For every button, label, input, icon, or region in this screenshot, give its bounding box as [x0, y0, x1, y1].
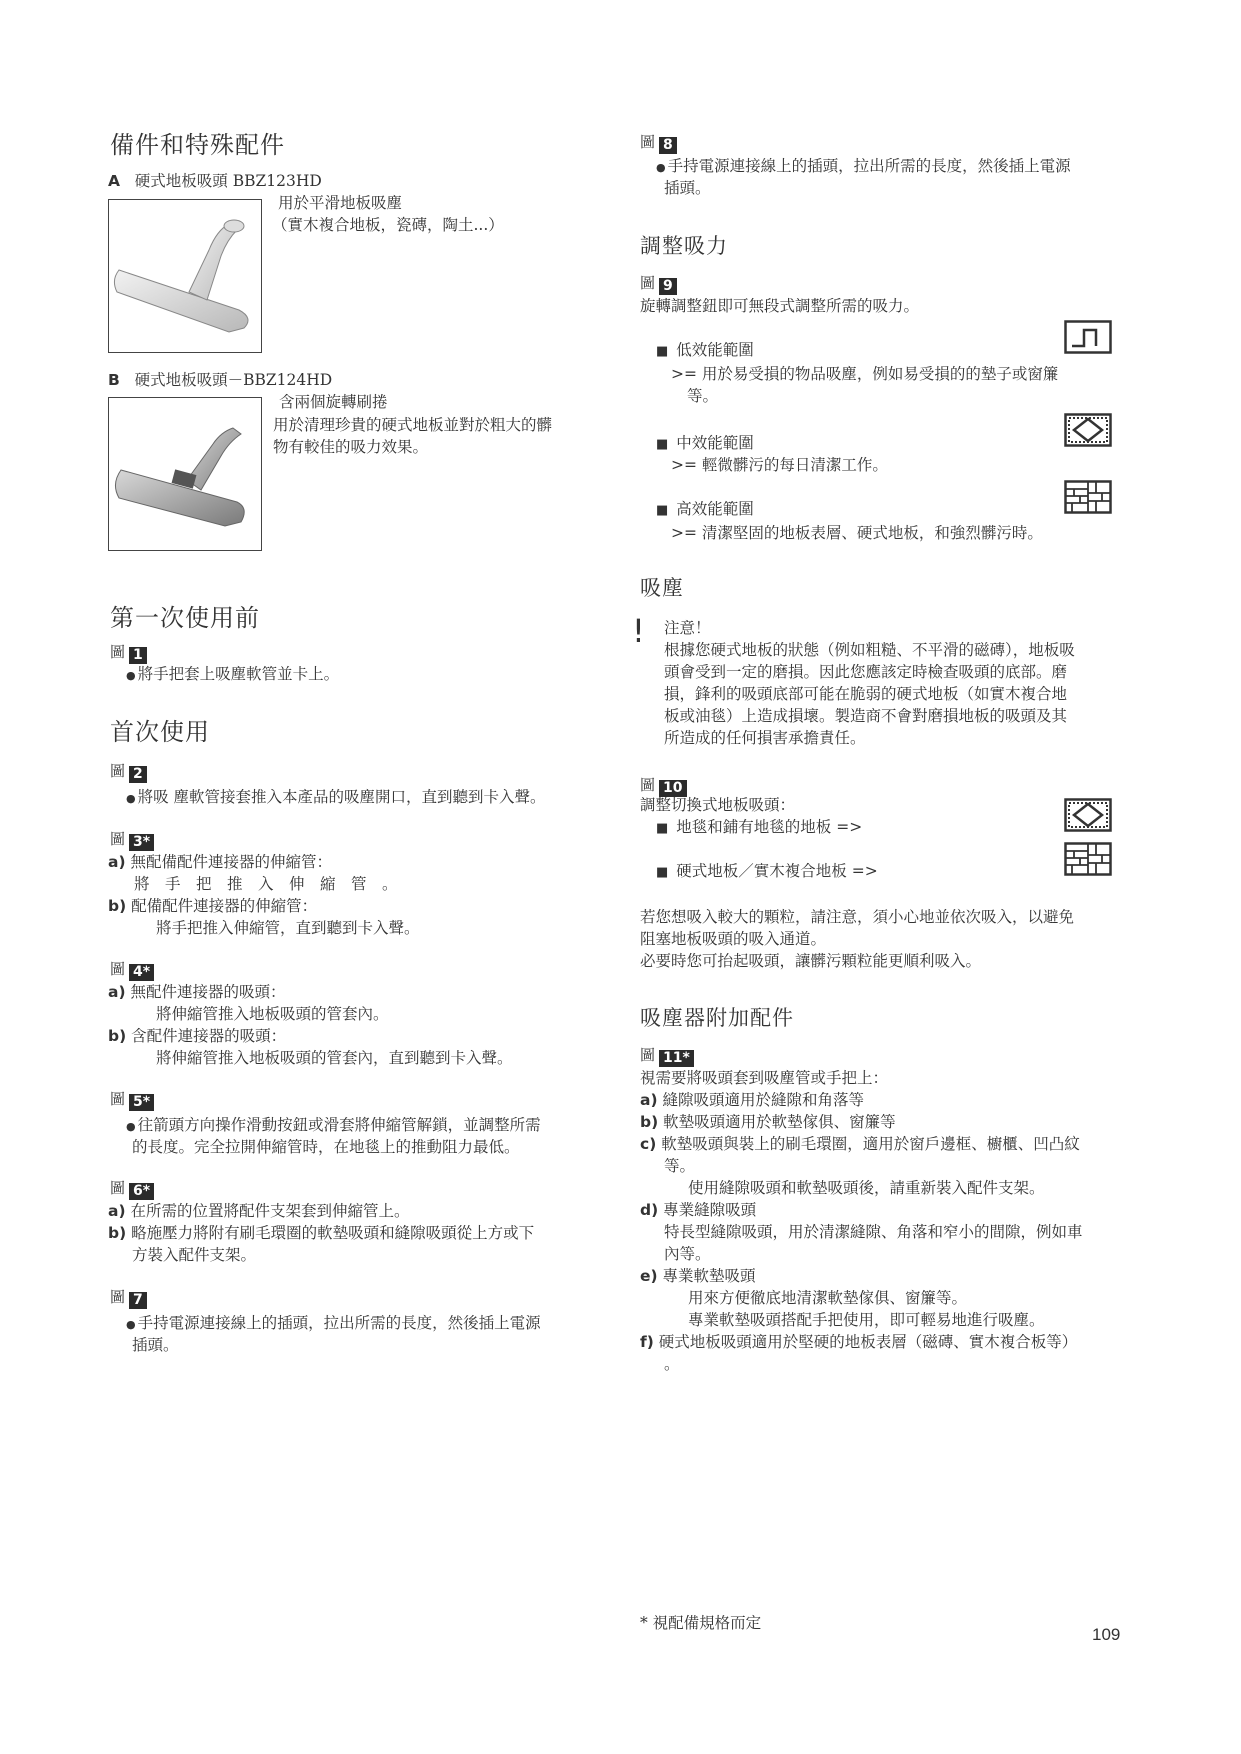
- note-line-2: 阻塞地板吸頭的吸入通道。: [640, 930, 827, 948]
- nozzle-a-image: [108, 199, 262, 353]
- extra-intro: 視需要將吸頭套到吸塵管或手把上：: [640, 1069, 889, 1087]
- figure-number: 6*: [129, 1183, 154, 1200]
- item-a-desc1: 用於平滑地板吸塵: [278, 194, 403, 212]
- warning-line-1: 根據您硬式地板的狀態（例如粗糙、不平滑的磁磚），地板吸: [664, 641, 1075, 659]
- fig3-item-a: [108, 851, 332, 873]
- item-label: b): [108, 1224, 127, 1242]
- item-label: a): [108, 983, 126, 1001]
- item-label: a): [108, 853, 126, 871]
- carpet-icon: [1064, 413, 1112, 447]
- figure-ref-9: [640, 272, 677, 295]
- item-label: b): [108, 1027, 127, 1045]
- figure-label: 圖: [640, 133, 656, 151]
- item-b-title: 硬式地板吸頭－BBZ124HD: [134, 371, 333, 389]
- item-text: 無配件連接器的吸頭：: [130, 983, 286, 1001]
- fig6-item-b: [108, 1222, 534, 1244]
- fig4-item-a-line2: 將伸縮管推入地板吸頭的管套內。: [156, 1005, 389, 1023]
- figure-ref-7: [110, 1286, 147, 1309]
- fig5-line1: ● 往箭頭方向操作滑動按鈕或滑套將伸縮管解鎖，並調整所需: [126, 1114, 541, 1138]
- item-text: 縫隙吸頭適用於縫隙和角落等: [662, 1091, 864, 1109]
- fig8-line2: 插頭。: [664, 179, 711, 197]
- figure-ref-8: [640, 131, 677, 154]
- figure-label: 圖: [110, 1179, 126, 1197]
- fig5-line2: 的長度。完全拉開伸縮管時，在地毯上的推動阻力最低。: [132, 1138, 520, 1156]
- fig4-item-b: [108, 1025, 286, 1047]
- fig8-line1: ● 手持電源連接線上的插頭，拉出所需的長度，然後插上電源: [656, 155, 1071, 179]
- suction-mid-line1: >= 輕微髒污的每日清潔工作。: [671, 456, 888, 474]
- item-text: 略施壓力將附有刷毛環圈的軟墊吸頭和縫隙吸頭從上方或下: [131, 1224, 535, 1242]
- figure-number: 2: [129, 766, 147, 783]
- item-b-heading: [108, 369, 332, 391]
- item-label: f): [640, 1333, 654, 1351]
- extra-item-c: [640, 1133, 1080, 1155]
- item-a-letter: A: [108, 172, 120, 190]
- figure-label: 圖: [110, 960, 126, 978]
- extra-item-d-line3: 內等。: [664, 1245, 711, 1263]
- warning-icon: !: [632, 612, 645, 650]
- figure-number: 5*: [129, 1094, 154, 1111]
- figure-number: 1: [129, 647, 147, 664]
- suction-high-label: ■ 高效能範圍: [656, 498, 754, 522]
- item-text: 含配件連接器的吸頭：: [131, 1027, 287, 1045]
- warning-line-4: 板或油毯）上造成損壞。製造商不會對磨損地板的吸頭及其: [664, 707, 1068, 725]
- figure-ref-1: [110, 641, 147, 664]
- figure-number: 11*: [659, 1050, 694, 1067]
- warning-line-3: 損，鋒利的吸頭底部可能在脆弱的硬式地板（如實木複合地: [664, 685, 1068, 703]
- item-b-desc2: 用於清理珍貴的硬式地板並對於粗大的髒: [273, 416, 553, 434]
- warning-line-2: 頭會受到一定的磨損。因此您應該定時檢查吸頭的底部。磨: [664, 663, 1068, 681]
- figure-ref-11: [640, 1044, 694, 1067]
- low-power-icon: [1064, 320, 1112, 354]
- section-title-vacuum: 吸塵: [640, 576, 684, 600]
- item-label: d): [640, 1201, 659, 1219]
- figure-label: 圖: [110, 643, 126, 661]
- fig3-item-a-line2: 將 手 把 推 入 伸 縮 管 。: [134, 875, 398, 893]
- hard-floor-mode-icon: [1064, 842, 1112, 876]
- item-b-letter: B: [108, 371, 120, 389]
- fig7-line2: 插頭。: [132, 1336, 179, 1354]
- warning-line-5: 所造成的任何損害承擔責任。: [664, 729, 866, 747]
- extra-item-d: [640, 1199, 756, 1221]
- suction-high-line1: >= 清潔堅固的地板表層、硬式地板，和強烈髒污時。: [671, 524, 1043, 542]
- figure-label: 圖: [110, 830, 126, 848]
- figure-ref-4: [110, 958, 154, 981]
- switch-carpet: ■ 地毯和鋪有地毯的地板 =>: [656, 816, 862, 840]
- item-text: 無配備配件連接器的伸縮管：: [130, 853, 332, 871]
- item-text: 在所需的位置將配件支架套到伸縮管上。: [130, 1202, 410, 1220]
- item-text: 專業縫隙吸頭: [663, 1201, 757, 1219]
- figure-number: 3*: [129, 834, 154, 851]
- figure-label: 圖: [640, 274, 656, 292]
- section-title-first-use: 首次使用: [110, 718, 210, 746]
- warning-title: 注意！: [664, 619, 711, 637]
- hard-floor-icon: [1064, 480, 1112, 514]
- suction-mid-label: ■ 中效能範圍: [656, 432, 754, 456]
- section-title-before-first-use: 第一次使用前: [110, 604, 260, 632]
- fig4-item-b-line2: 將伸縮管推入地板吸頭的管套內，直到聽到卡入聲。: [156, 1049, 513, 1067]
- fig6-item-b-line2: 方裝入配件支架。: [132, 1246, 257, 1264]
- item-label: b): [108, 897, 127, 915]
- fig2-text: ● 將吸 塵軟管接套推入本產品的吸塵開口，直到聽到卡入聲。: [126, 786, 546, 810]
- figure-number: 4*: [129, 964, 154, 981]
- item-label: e): [640, 1267, 658, 1285]
- fig4-item-a: [108, 981, 286, 1003]
- figure-label: 圖: [110, 1090, 126, 1108]
- item-b-desc1: 含兩個旋轉刷捲: [279, 393, 388, 411]
- carpet-mode-icon: [1064, 798, 1112, 832]
- item-text: 軟墊吸頭適用於軟墊傢俱、窗簾等: [663, 1113, 896, 1131]
- extra-item-d-line2: 特長型縫隙吸頭，用於清潔縫隙、角落和窄小的間隙，例如車: [664, 1223, 1083, 1241]
- switch-intro: 調整切換式地板吸頭：: [640, 796, 796, 814]
- extra-item-c-line3: 使用縫隙吸頭和軟墊吸頭後，請重新裝入配件支架。: [688, 1179, 1045, 1197]
- extra-item-e-line2: 用來方便徹底地清潔軟墊傢俱、窗簾等。: [688, 1289, 968, 1307]
- item-text: 專業軟墊吸頭: [662, 1267, 756, 1285]
- floor-nozzle-a-illustration: [109, 200, 261, 352]
- figure-number: 8: [659, 137, 677, 154]
- item-label: b): [640, 1113, 659, 1131]
- section-title-suction: 調整吸力: [640, 234, 728, 258]
- suction-low-line2: 等。: [687, 387, 719, 405]
- item-label: c): [640, 1135, 657, 1153]
- extra-item-f-line2: 。: [664, 1355, 680, 1373]
- fig6-item-a: [108, 1200, 410, 1222]
- item-a-title: 硬式地板吸頭 BBZ123HD: [134, 172, 322, 190]
- figure-label: 圖: [640, 1046, 656, 1064]
- suction-intro: 旋轉調整鈕即可無段式調整所需的吸力。: [640, 297, 920, 315]
- nozzle-b-image: [108, 397, 262, 551]
- floor-nozzle-b-illustration: [109, 398, 261, 550]
- item-b-desc3: 物有較佳的吸力效果。: [273, 438, 429, 456]
- figure-ref-6: [110, 1177, 154, 1200]
- fig3-item-b: [108, 895, 317, 917]
- figure-label: 圖: [110, 762, 126, 780]
- item-text: 配備配件連接器的伸縮管：: [131, 897, 318, 915]
- extra-item-e: [640, 1265, 756, 1287]
- item-text: 硬式地板吸頭適用於堅硬的地板表層（磁磚、實木複合板等）: [658, 1333, 1078, 1351]
- figure-number: 9: [659, 278, 677, 295]
- fig3-item-b-line2: 將手把推入伸縮管，直到聽到卡入聲。: [156, 919, 420, 937]
- section-title-accessories: 備件和特殊配件: [110, 131, 285, 159]
- footnote: * 視配備規格而定: [640, 1614, 762, 1632]
- section-title-extra-accessories: 吸塵器附加配件: [640, 1006, 794, 1030]
- suction-low-line1: >= 用於易受損的物品吸塵，例如易受損的的墊子或窗簾: [671, 365, 1059, 383]
- fig7-line1: ● 手持電源連接線上的插頭，拉出所需的長度，然後插上電源: [126, 1312, 541, 1336]
- before-first-use-text: ● 將手把套上吸塵軟管並卡上。: [126, 663, 339, 687]
- figure-ref-2: [110, 760, 147, 783]
- figure-label: 圖: [110, 1288, 126, 1306]
- switch-hard-floor: ■ 硬式地板／實木複合地板 =>: [656, 860, 878, 884]
- item-label: a): [640, 1091, 658, 1109]
- extra-item-f: [640, 1331, 1077, 1353]
- item-a-desc2: （實木複合地板，瓷磚，陶土...）: [272, 216, 504, 234]
- suction-low-label: ■ 低效能範圍: [656, 339, 754, 363]
- item-text: 軟墊吸頭與裝上的刷毛環圈，適用於窗戶邊框、櫥櫃、凹凸紋: [661, 1135, 1080, 1153]
- item-label: a): [108, 1202, 126, 1220]
- figure-label: 圖: [640, 776, 656, 794]
- figure-number: 7: [129, 1292, 147, 1309]
- figure-ref-5: [110, 1088, 154, 1111]
- note-line-1: 若您想吸入較大的顆粒，請注意，須小心地並依次吸入，以避免: [640, 908, 1075, 926]
- extra-item-e-line3: 專業軟墊吸頭搭配手把使用，即可輕易地進行吸塵。: [688, 1311, 1045, 1329]
- extra-item-c-line2: 等。: [664, 1157, 696, 1175]
- page-number: 109: [1092, 1625, 1121, 1644]
- note-line-3: 必要時您可抬起吸頭，讓髒污顆粒能更順利吸入。: [640, 952, 982, 970]
- figure-ref-3: [110, 828, 154, 851]
- item-a-heading: [108, 170, 322, 192]
- figure-number: 10: [659, 780, 686, 797]
- extra-item-b: [640, 1111, 896, 1133]
- extra-item-a: [640, 1089, 864, 1111]
